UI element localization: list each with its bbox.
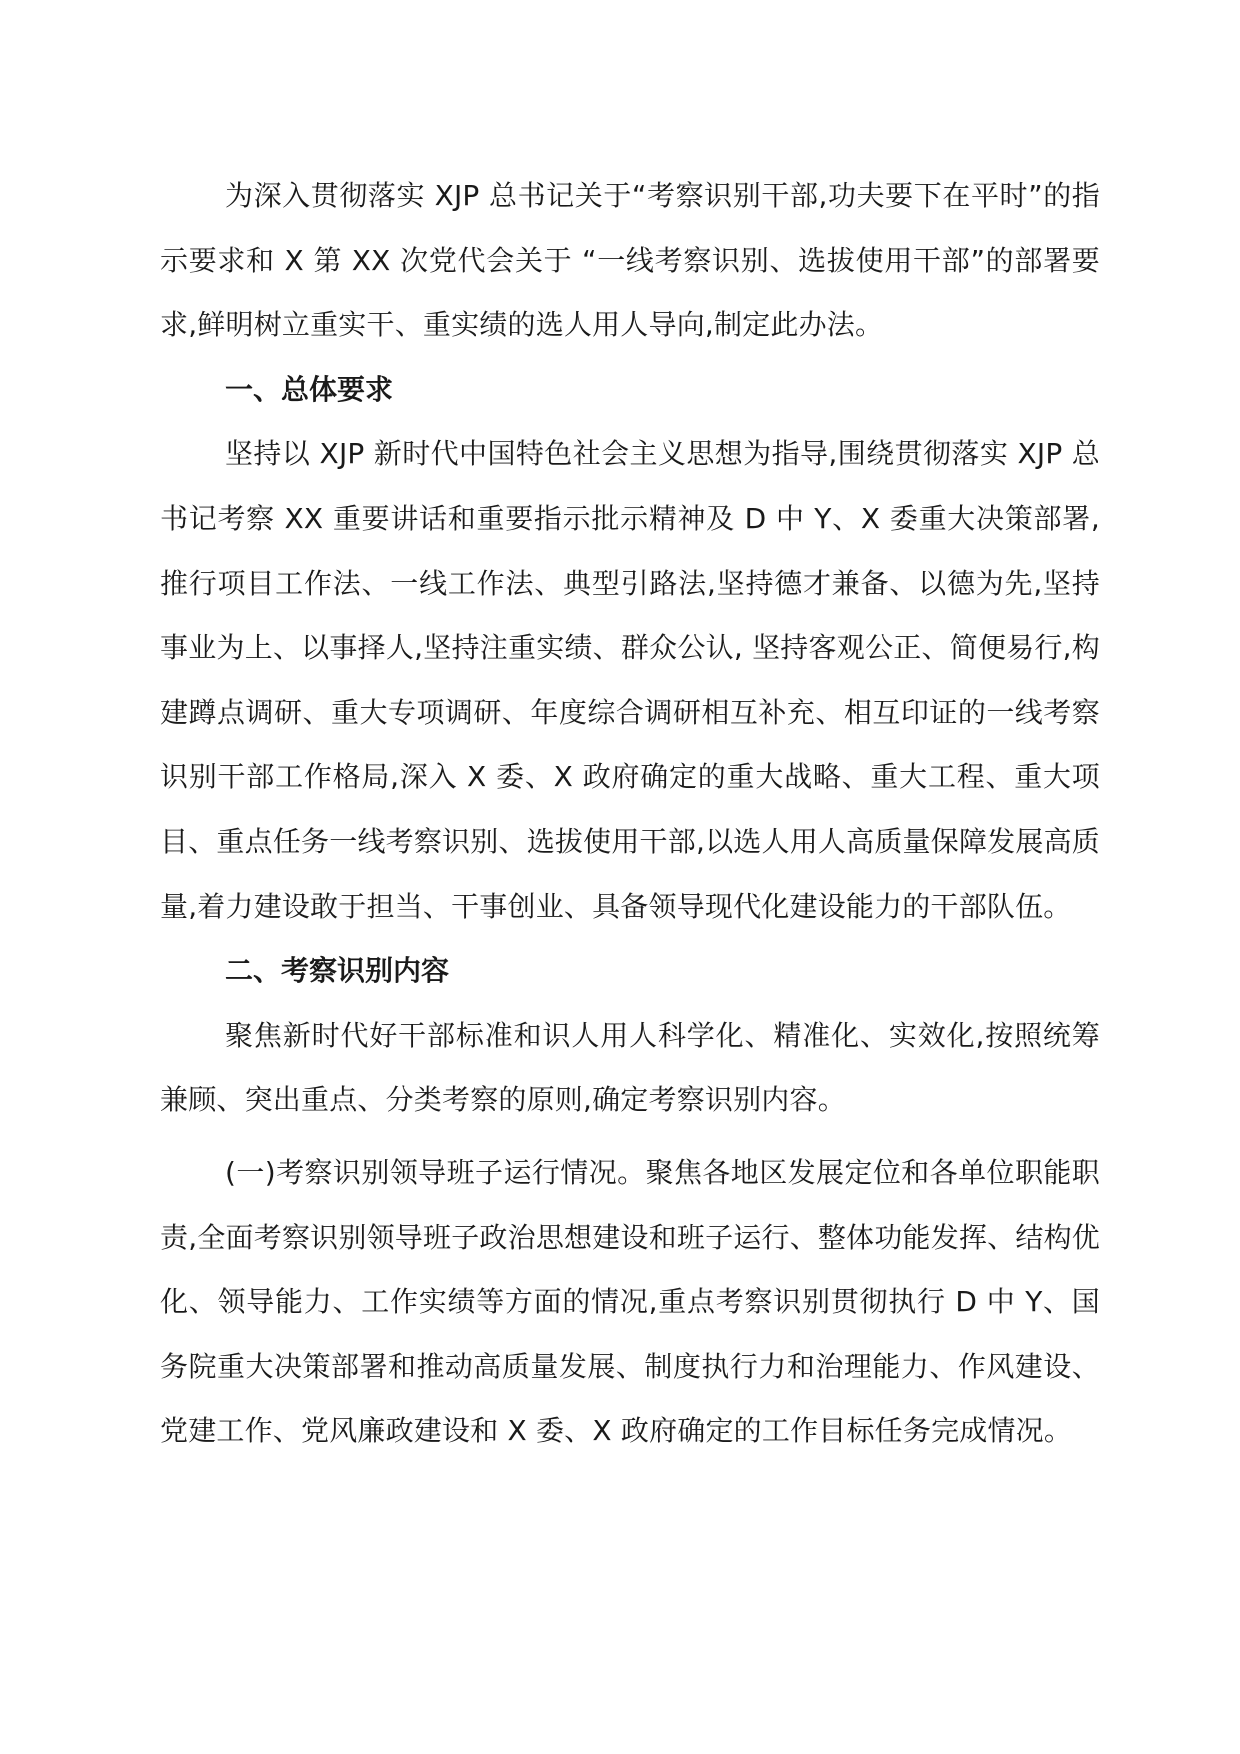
item-one-paragraph: (一)考察识别领导班子运行情况。聚焦各地区发展定位和各单位职能职责,全面考察识别领导班子政治思想建设和班子运行、整体功能发挥、结构优化、领导能力、工作实绩等方面的情况,重点考察识别贯彻执行 D 中 Y、国务院重大决策部署和推动高质量发展、制度执行力和治理能力、作风建设、党建工作、党风廉政建设和 X 委、X 政府确定的工作目标任务完成情况。 xyxy=(160,1155,1100,1448)
section-inspection-content-paragraph: 聚焦新时代好干部标准和识人用人科学化、精准化、实效化,按照统筹兼顾、突出重点、分类考察的原则,确定考察识别内容。 xyxy=(160,1018,1100,1117)
document-body xyxy=(160,164,1100,1464)
section-heading-overall-requirements: 一、总体要求 xyxy=(225,372,394,406)
section-heading-inspection-content: 二、考察识别内容 xyxy=(225,954,450,988)
section-overall-requirements-paragraph: 坚持以 XJP 新时代中国特色社会主义思想为指导,围绕贯彻落实 XJP 总书记考察 XX 重要讲话和重要指示批示精神及 D 中 Y、X 委重大决策部署,推行项目工作法、一线工作法、典型引路法,坚持德才兼备、以德为先,坚持事业为上、以事择人,坚持注重实绩、群众公认, 坚持客观公正、简便易行,构建蹲点调研、重大专项调研、年度综合调研相互补充、相互印证的一线考察识别干部工作格局,深入 X 委、X 政府确定的重大战略、重大工程、重大项目、重点任务一线考察识别、选拔使用干部,以选人用人高质量保障发展高质量,着力建设敢于担当、干事创业、具备领导现代化建设能力的干部队伍。 xyxy=(160,437,1100,923)
intro-paragraph: 为深入贯彻落实 XJP 总书记关于“考察识别干部,功夫要下在平时”的指示要求和 X 第 XX 次党代会关于 “一线考察识别、选拔使用干部”的部署要求,鲜明树立重实干、重实绩的选人用人导向,制定此办法。 xyxy=(160,179,1100,342)
